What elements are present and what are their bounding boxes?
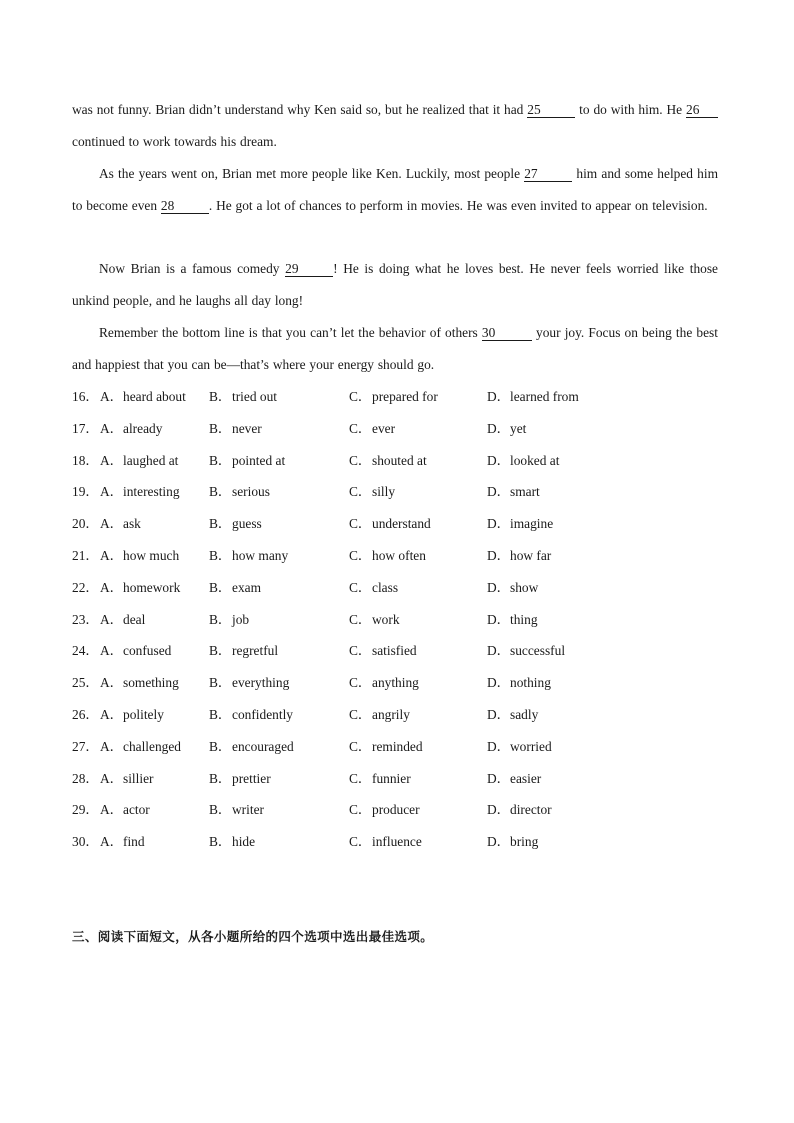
option-letter: B．: [209, 643, 232, 659]
option-text: understand: [372, 516, 431, 532]
question-number: 19．: [72, 484, 99, 500]
option-text: class: [372, 579, 399, 595]
option-b[interactable]: [209, 667, 289, 699]
passage-text: ! He is doing what he loves best. He never feels worried like those unkind people, and he laughs all day long!: [72, 261, 718, 308]
option-letter: B．: [209, 484, 232, 500]
option-text: thing: [510, 611, 538, 627]
option-d[interactable]: [487, 540, 551, 572]
question-row: [72, 731, 718, 763]
option-b[interactable]: [209, 826, 255, 858]
option-a[interactable]: [100, 413, 162, 445]
option-text: show: [510, 579, 539, 595]
option-b[interactable]: [209, 476, 270, 508]
option-letter: A．: [100, 643, 124, 659]
option-a[interactable]: [100, 381, 186, 413]
option-letter: C．: [349, 738, 372, 754]
option-text: learned from: [510, 389, 579, 404]
option-c[interactable]: [349, 381, 438, 413]
option-text: director: [510, 802, 552, 818]
option-text: challenged: [123, 738, 181, 754]
option-letter: B．: [209, 802, 232, 818]
question-row: [72, 635, 718, 667]
option-c[interactable]: [349, 635, 417, 667]
passage-text: Now Brian is a famous comedy: [99, 261, 286, 276]
passage-text: continued to work towards his dream.: [72, 134, 277, 149]
option-letter: C．: [349, 706, 372, 722]
option-letter: D．: [487, 516, 511, 532]
passage-paragraph-1: [72, 94, 718, 158]
option-letter: B．: [209, 611, 232, 627]
question-row: [72, 572, 718, 604]
option-letter: C．: [349, 420, 372, 436]
option-text: ask: [123, 516, 141, 532]
blank-29: 29: [285, 261, 333, 277]
option-b[interactable]: [209, 731, 294, 763]
passage-text: him and some helped him to become even: [72, 166, 718, 213]
option-text: already: [123, 420, 163, 436]
option-d[interactable]: [487, 763, 541, 795]
option-letter: B．: [209, 706, 232, 722]
option-text: pointed at: [232, 452, 286, 468]
option-text: job: [232, 611, 250, 627]
option-c[interactable]: [349, 826, 422, 858]
option-text: how many: [232, 547, 289, 563]
question-number: 23．: [72, 611, 99, 627]
option-letter: B．: [209, 834, 232, 850]
option-letter: D．: [487, 770, 511, 786]
question-row: [72, 763, 718, 795]
option-text: how far: [510, 547, 552, 563]
option-d[interactable]: [487, 604, 538, 636]
option-letter: D．: [487, 834, 511, 850]
passage-text: As the years went on, Brian met more people like Ken. Luckily, most people: [99, 166, 525, 181]
option-text: actor: [123, 802, 150, 818]
option-text: regretful: [232, 643, 279, 659]
option-d[interactable]: [487, 445, 559, 477]
question-row: [72, 445, 718, 477]
option-letter: C．: [349, 547, 372, 563]
option-text: silly: [372, 484, 396, 500]
option-d[interactable]: [487, 826, 538, 858]
option-b[interactable]: [209, 794, 264, 826]
option-letter: D．: [487, 706, 511, 722]
option-a[interactable]: [100, 731, 181, 763]
option-text: confidently: [232, 706, 293, 722]
option-text: deal: [123, 611, 146, 627]
option-text: prettier: [232, 770, 271, 786]
option-letter: C．: [349, 579, 372, 595]
option-c[interactable]: [349, 604, 400, 636]
option-d[interactable]: [487, 413, 526, 445]
question-row: [72, 476, 718, 508]
option-text: guess: [232, 516, 262, 532]
option-text: bring: [510, 834, 539, 850]
option-text: confused: [123, 643, 172, 659]
question-number: 27．: [72, 738, 99, 754]
option-text: tried out: [232, 389, 277, 404]
worksheet-page: [72, 0, 718, 1123]
option-c[interactable]: [349, 508, 431, 540]
blank-28: 28: [161, 198, 209, 214]
option-c[interactable]: [349, 572, 398, 604]
option-text: reminded: [372, 738, 423, 754]
option-text: funnier: [372, 770, 411, 786]
option-letter: B．: [209, 770, 232, 786]
option-d[interactable]: [487, 667, 551, 699]
option-text: worried: [510, 738, 552, 754]
option-c[interactable]: [349, 476, 395, 508]
option-letter: A．: [100, 420, 124, 436]
option-text: easier: [510, 770, 542, 786]
option-letter: A．: [100, 579, 124, 595]
blank-26: 26: [686, 102, 718, 118]
question-number: 25．: [72, 675, 99, 691]
option-d[interactable]: [487, 699, 538, 731]
question-number: 18．: [72, 452, 99, 468]
question-number: 24．: [72, 643, 99, 659]
option-a[interactable]: [100, 540, 179, 572]
option-c[interactable]: [349, 731, 423, 763]
option-text: looked at: [510, 452, 560, 468]
option-text: how often: [372, 547, 426, 563]
passage-paragraph-3: [72, 253, 718, 317]
option-text: yet: [510, 420, 527, 436]
option-letter: C．: [349, 643, 372, 659]
option-letter: C．: [349, 516, 372, 532]
question-row: [72, 604, 718, 636]
option-text: work: [372, 611, 400, 627]
question-row: [72, 667, 718, 699]
option-text: something: [123, 675, 179, 691]
option-text: find: [123, 834, 145, 850]
option-letter: C．: [349, 834, 372, 850]
option-letter: B．: [209, 420, 232, 436]
option-letter: A．: [100, 834, 124, 850]
option-a[interactable]: [100, 508, 141, 540]
question-row: [72, 794, 718, 826]
option-letter: B．: [209, 547, 232, 563]
option-b[interactable]: [209, 445, 285, 477]
option-letter: C．: [349, 389, 372, 404]
option-letter: A．: [100, 611, 124, 627]
option-letter: A．: [100, 738, 124, 754]
blank-27: 27: [524, 166, 572, 182]
option-b[interactable]: [209, 763, 271, 795]
option-a[interactable]: [100, 763, 154, 795]
option-letter: D．: [487, 420, 511, 436]
option-letter: D．: [487, 389, 511, 404]
option-letter: D．: [487, 738, 511, 754]
passage-paragraph-4: [72, 317, 718, 381]
passage-text: Remember the bottom line is that you can’t let the behavior of others: [99, 325, 482, 340]
option-a[interactable]: [100, 476, 180, 508]
option-letter: B．: [209, 452, 232, 468]
question-row: [72, 381, 718, 413]
option-b[interactable]: [209, 635, 278, 667]
option-text: shouted at: [372, 452, 427, 468]
option-a[interactable]: [100, 826, 145, 858]
option-d[interactable]: [487, 731, 552, 763]
option-text: hide: [232, 834, 256, 850]
option-text: how much: [123, 547, 180, 563]
option-c[interactable]: [349, 794, 420, 826]
option-c[interactable]: [349, 667, 419, 699]
option-text: serious: [232, 484, 270, 500]
option-d[interactable]: [487, 794, 552, 826]
option-letter: D．: [487, 547, 511, 563]
option-a[interactable]: [100, 699, 164, 731]
section-heading: 三、阅读下面短文，从各小题所给的四个选项中选出最佳选项。: [72, 929, 434, 944]
option-letter: D．: [487, 579, 511, 595]
option-b[interactable]: [209, 540, 288, 572]
option-letter: A．: [100, 389, 124, 404]
option-text: homework: [123, 579, 181, 595]
option-b[interactable]: [209, 508, 262, 540]
question-number: 28．: [72, 770, 99, 786]
question-number: 20．: [72, 516, 99, 532]
option-a[interactable]: [100, 445, 178, 477]
option-a[interactable]: [100, 604, 145, 636]
question-row: [72, 826, 718, 858]
option-text: exam: [232, 579, 261, 595]
option-text: encouraged: [232, 738, 294, 754]
option-letter: B．: [209, 579, 232, 595]
option-d[interactable]: [487, 635, 565, 667]
question-number: 22．: [72, 579, 99, 595]
option-letter: B．: [209, 738, 232, 754]
option-d[interactable]: [487, 381, 579, 413]
option-text: ever: [372, 420, 396, 436]
option-letter: B．: [209, 516, 232, 532]
blank-30: 30: [482, 325, 532, 341]
question-number: 29．: [72, 802, 99, 818]
option-b[interactable]: [209, 413, 262, 445]
option-c[interactable]: [349, 699, 410, 731]
option-text: interesting: [123, 484, 180, 500]
option-text: angrily: [372, 706, 410, 722]
option-text: satisfied: [372, 643, 417, 659]
option-c[interactable]: [349, 413, 395, 445]
option-text: sillier: [123, 770, 154, 786]
option-letter: B．: [209, 675, 232, 691]
option-letter: A．: [100, 452, 124, 468]
option-letter: D．: [487, 675, 511, 691]
option-text: influence: [372, 834, 422, 850]
option-letter: D．: [487, 611, 511, 627]
passage-text: your joy. Focus on being the best and happiest that you can be—that’s where your energy should go.: [72, 325, 718, 372]
option-text: nothing: [510, 675, 551, 691]
option-text: successful: [510, 643, 566, 659]
option-letter: D．: [487, 452, 511, 468]
question-row: [72, 540, 718, 572]
option-letter: D．: [487, 484, 511, 500]
option-text: writer: [232, 802, 264, 818]
option-b[interactable]: [209, 572, 261, 604]
option-text: producer: [372, 802, 420, 818]
option-d[interactable]: [487, 572, 538, 604]
question-number: 21．: [72, 547, 99, 563]
option-letter: A．: [100, 516, 124, 532]
option-text: smart: [510, 484, 540, 500]
option-letter: A．: [100, 484, 124, 500]
option-letter: A．: [100, 706, 124, 722]
question-row: [72, 699, 718, 731]
option-letter: A．: [100, 547, 124, 563]
option-letter: C．: [349, 484, 372, 500]
question-number: 26．: [72, 706, 99, 722]
option-text: anything: [372, 675, 419, 691]
option-letter: C．: [349, 611, 372, 627]
option-letter: B．: [209, 389, 232, 404]
option-c[interactable]: [349, 763, 411, 795]
option-text: everything: [232, 675, 290, 691]
question-row: [72, 413, 718, 445]
option-c[interactable]: [349, 540, 426, 572]
passage-text: . He got a lot of chances to perform in movies. He was even invited to appear on television.: [208, 198, 708, 213]
option-text: heard about: [123, 389, 186, 404]
option-text: imagine: [510, 516, 554, 532]
option-d[interactable]: [487, 476, 540, 508]
question-row: [72, 508, 718, 540]
option-a[interactable]: [100, 667, 179, 699]
question-number: 30．: [72, 834, 99, 850]
option-letter: D．: [487, 802, 511, 818]
option-letter: C．: [349, 770, 372, 786]
option-text: never: [232, 420, 262, 436]
option-a[interactable]: [100, 572, 180, 604]
blank-25: 25: [527, 102, 575, 118]
option-text: politely: [123, 706, 164, 722]
passage-text: was not funny. Brian didn’t understand why Ken said so, but he realized that it had: [72, 102, 528, 117]
option-d[interactable]: [487, 508, 553, 540]
option-b[interactable]: [209, 381, 277, 413]
option-letter: A．: [100, 675, 124, 691]
option-a[interactable]: [100, 794, 150, 826]
question-list: [72, 381, 718, 858]
question-number: 16．: [72, 389, 99, 404]
option-text: prepared for: [372, 389, 438, 404]
option-b[interactable]: [209, 699, 293, 731]
option-b[interactable]: [209, 604, 249, 636]
option-text: laughed at: [123, 452, 179, 468]
option-a[interactable]: [100, 635, 171, 667]
option-letter: C．: [349, 675, 372, 691]
option-text: sadly: [510, 706, 539, 722]
passage-paragraph-2: [72, 158, 718, 222]
option-letter: C．: [349, 452, 372, 468]
question-number: 17．: [72, 420, 99, 436]
option-c[interactable]: [349, 445, 427, 477]
option-letter: C．: [349, 802, 372, 818]
option-letter: A．: [100, 770, 124, 786]
option-letter: D．: [487, 643, 511, 659]
option-letter: A．: [100, 802, 124, 818]
passage-text: to do with him. He: [575, 102, 686, 117]
